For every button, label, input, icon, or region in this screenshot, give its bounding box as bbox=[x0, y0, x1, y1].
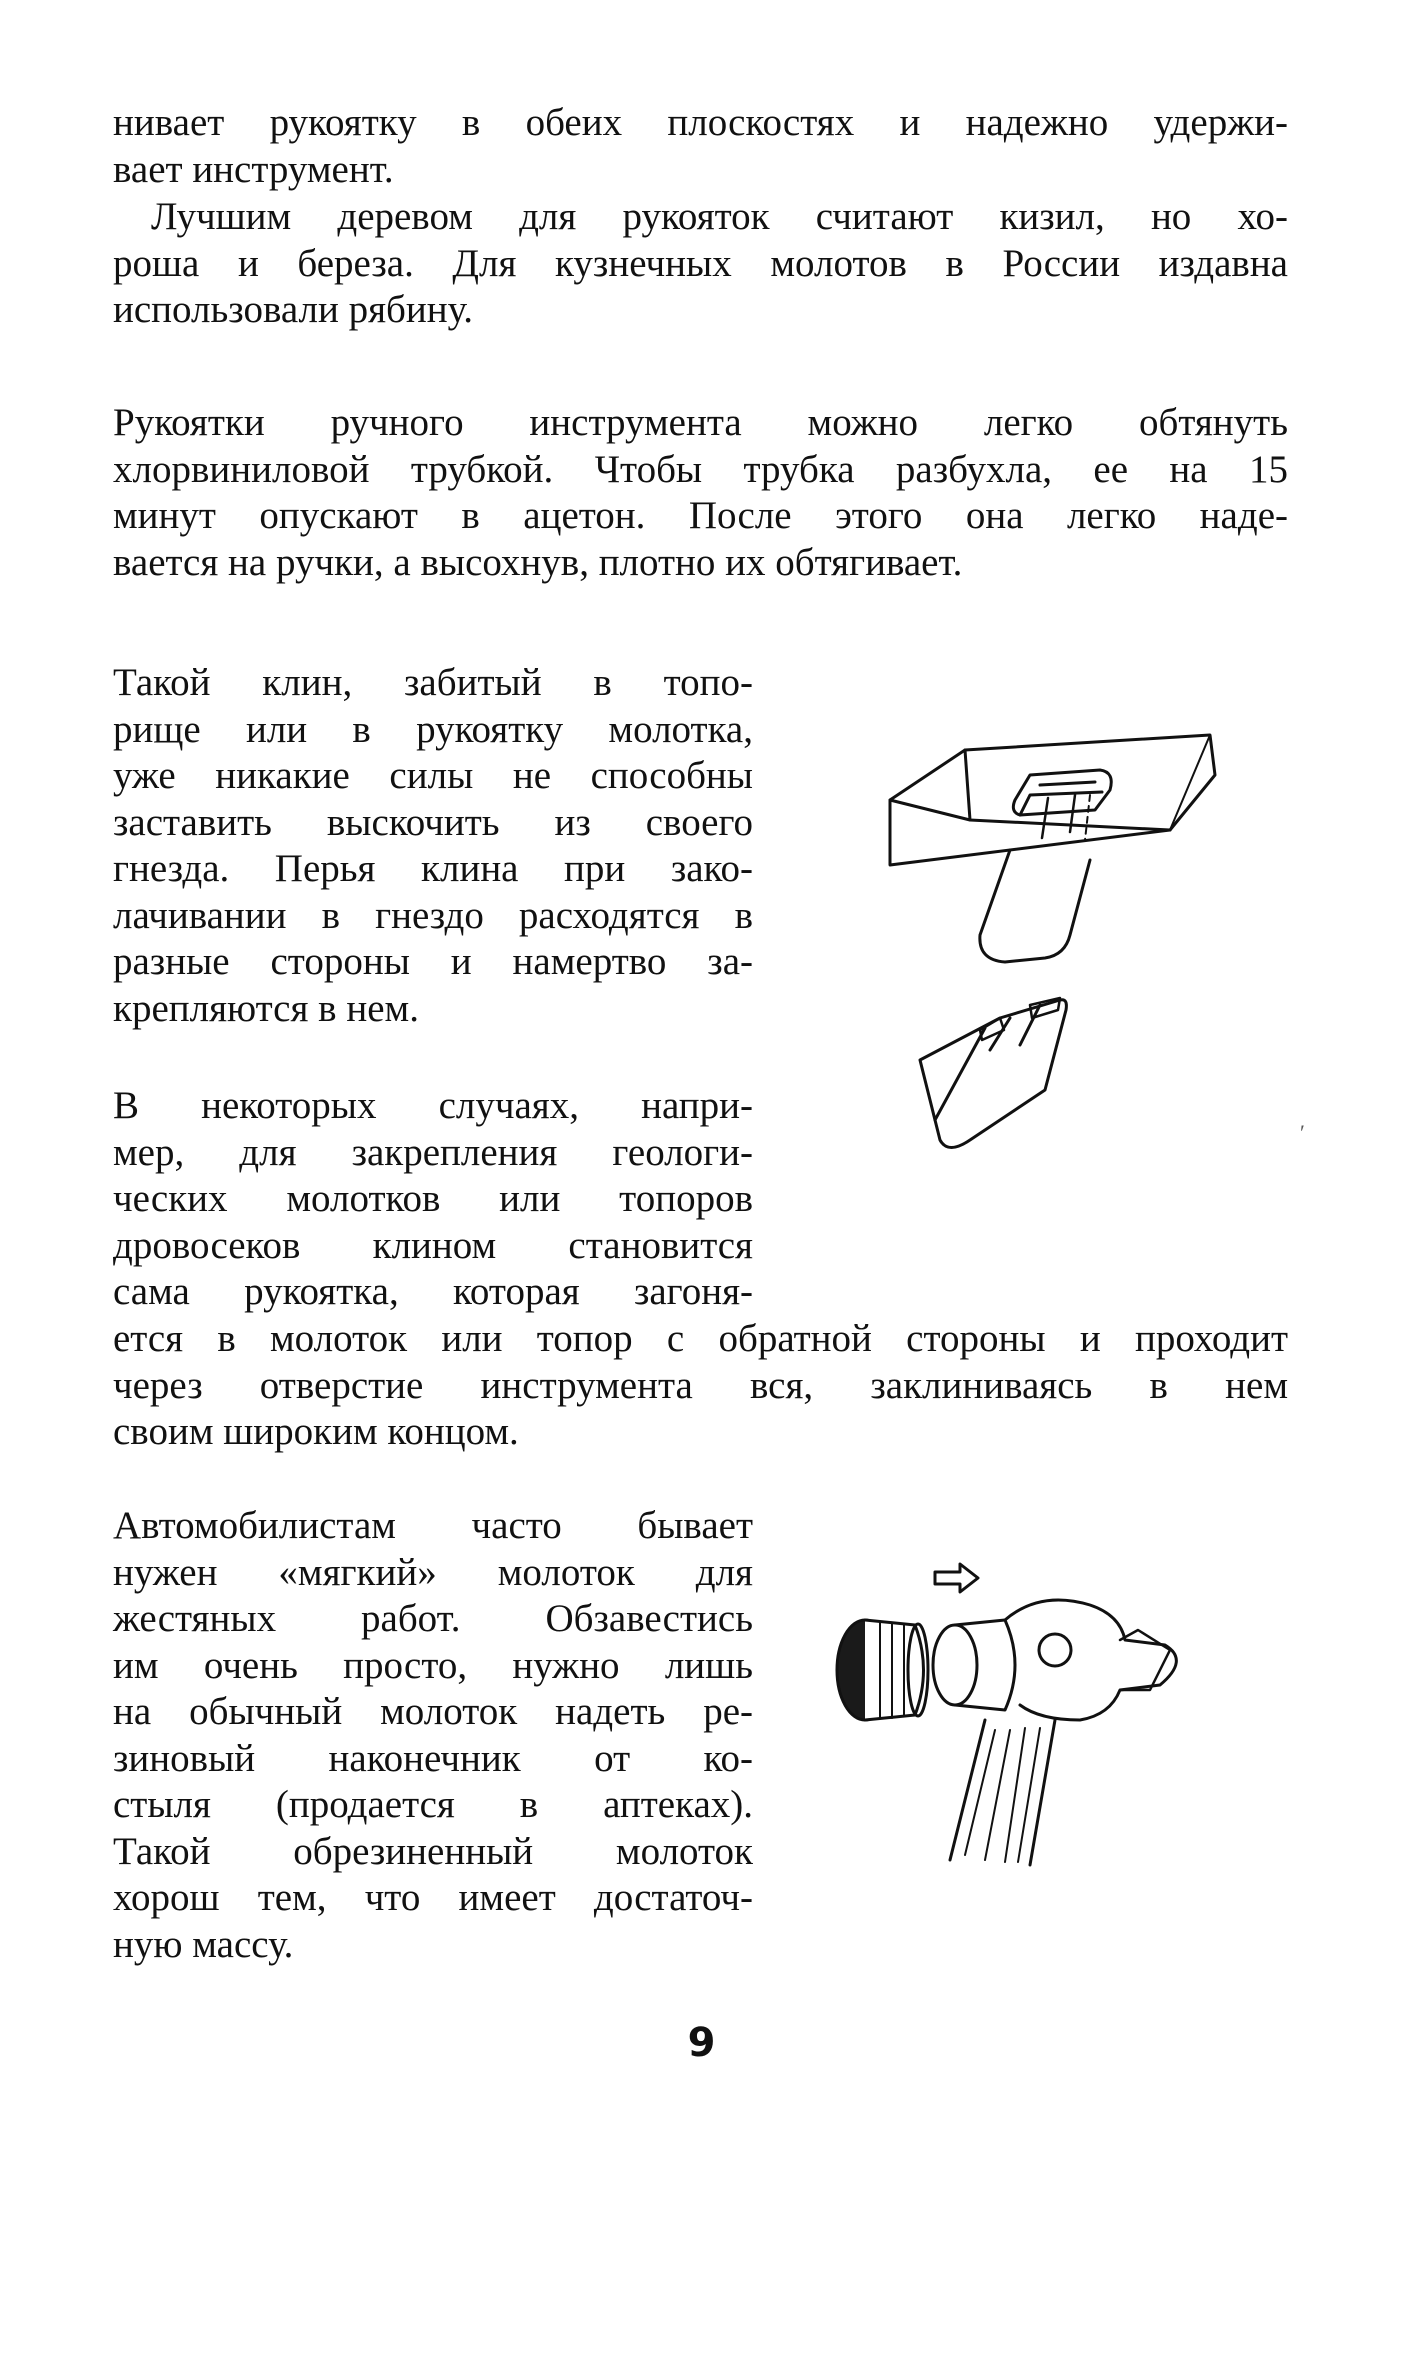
text-line: рище или в рукоятку молотка, bbox=[113, 707, 753, 751]
text-line: В некоторых случаях, напри- bbox=[113, 1084, 753, 1127]
text-line: уже никакие силы не способны bbox=[113, 754, 753, 797]
text-line: вает инструмент. bbox=[113, 147, 394, 191]
text-line: Такой клин, забитый в топо- bbox=[113, 661, 753, 704]
paragraph-5-wide bbox=[113, 1316, 1288, 1456]
text-line: ческих молотков или топоров bbox=[113, 1177, 753, 1220]
text-line: Лучшим деревом для рукояток считают кизил, но хо- bbox=[151, 195, 1288, 238]
text-line: жестяных работ. Обзавестись bbox=[113, 1597, 753, 1640]
paragraph-6 bbox=[113, 1503, 753, 1968]
text-line: заставить выскочить из своего bbox=[113, 800, 753, 844]
text-line: лачивании в гнездо расходятся в bbox=[113, 893, 753, 937]
wedge-handle-illustration bbox=[870, 700, 1260, 1200]
text-line: нивает рукоятку в обеих плоскостях и надежно удержи- bbox=[113, 101, 1288, 144]
text-line: Такой обрезиненный молоток bbox=[113, 1829, 753, 1873]
text-line: ется в молоток или топор с обратной стороны и проходит bbox=[113, 1317, 1288, 1360]
text-line: мер, для закрепления геологи- bbox=[113, 1130, 753, 1174]
text-line: роша и береза. Для кузнечных молотов в России издавна bbox=[113, 241, 1288, 285]
text-line: на обычный молоток надеть ре- bbox=[113, 1690, 753, 1733]
text-line: зиновый наконечник от ко- bbox=[113, 1736, 753, 1780]
text-line: хлорвиниловой трубкой. Чтобы трубка разбухла, ее на 15 bbox=[113, 447, 1288, 491]
stray-mark: ′ bbox=[1300, 1120, 1305, 1145]
text-line: разные стороны и намертво за- bbox=[113, 940, 753, 983]
text-line: нужен «мягкий» молоток для bbox=[113, 1550, 753, 1594]
paragraph-4 bbox=[113, 660, 753, 1032]
page-number: 9 bbox=[687, 2020, 716, 2066]
text-line: Рукоятки ручного инструмента можно легко обтянуть bbox=[113, 401, 1288, 444]
text-line: хорош тем, что имеет достаточ- bbox=[113, 1876, 753, 1919]
text-line: крепляются в нем. bbox=[113, 986, 419, 1030]
paragraph-2 bbox=[113, 194, 1288, 334]
text-line: им очень просто, нужно лишь bbox=[113, 1643, 753, 1687]
paragraph-1 bbox=[113, 100, 1288, 193]
text-line: стыля (продается в аптеках). bbox=[113, 1783, 753, 1826]
text-line: ную массу. bbox=[113, 1922, 294, 1966]
rubber-tip-hammer-illustration bbox=[820, 1550, 1220, 1870]
text-line: использовали рябину. bbox=[113, 288, 473, 331]
arrow-icon bbox=[935, 1564, 978, 1592]
text-line: через отверстие инструмента вся, заклиниваясь в нем bbox=[113, 1363, 1288, 1407]
text-line: дровосеков клином становится bbox=[113, 1223, 753, 1267]
paragraph-3 bbox=[113, 400, 1288, 586]
text-line: минут опускают в ацетон. После этого она легко наде- bbox=[113, 494, 1288, 537]
text-line: сама рукоятка, которая загоня- bbox=[113, 1270, 753, 1313]
text-line: вается на ручки, а высохнув, плотно их обтягивает. bbox=[113, 540, 963, 584]
text-line: Автомобилистам часто бывает bbox=[113, 1504, 753, 1547]
text-line: гнезда. Перья клина при зако- bbox=[113, 847, 753, 890]
text-line: своим широким концом. bbox=[113, 1410, 519, 1453]
paragraph-5-narrow bbox=[113, 1083, 753, 1316]
